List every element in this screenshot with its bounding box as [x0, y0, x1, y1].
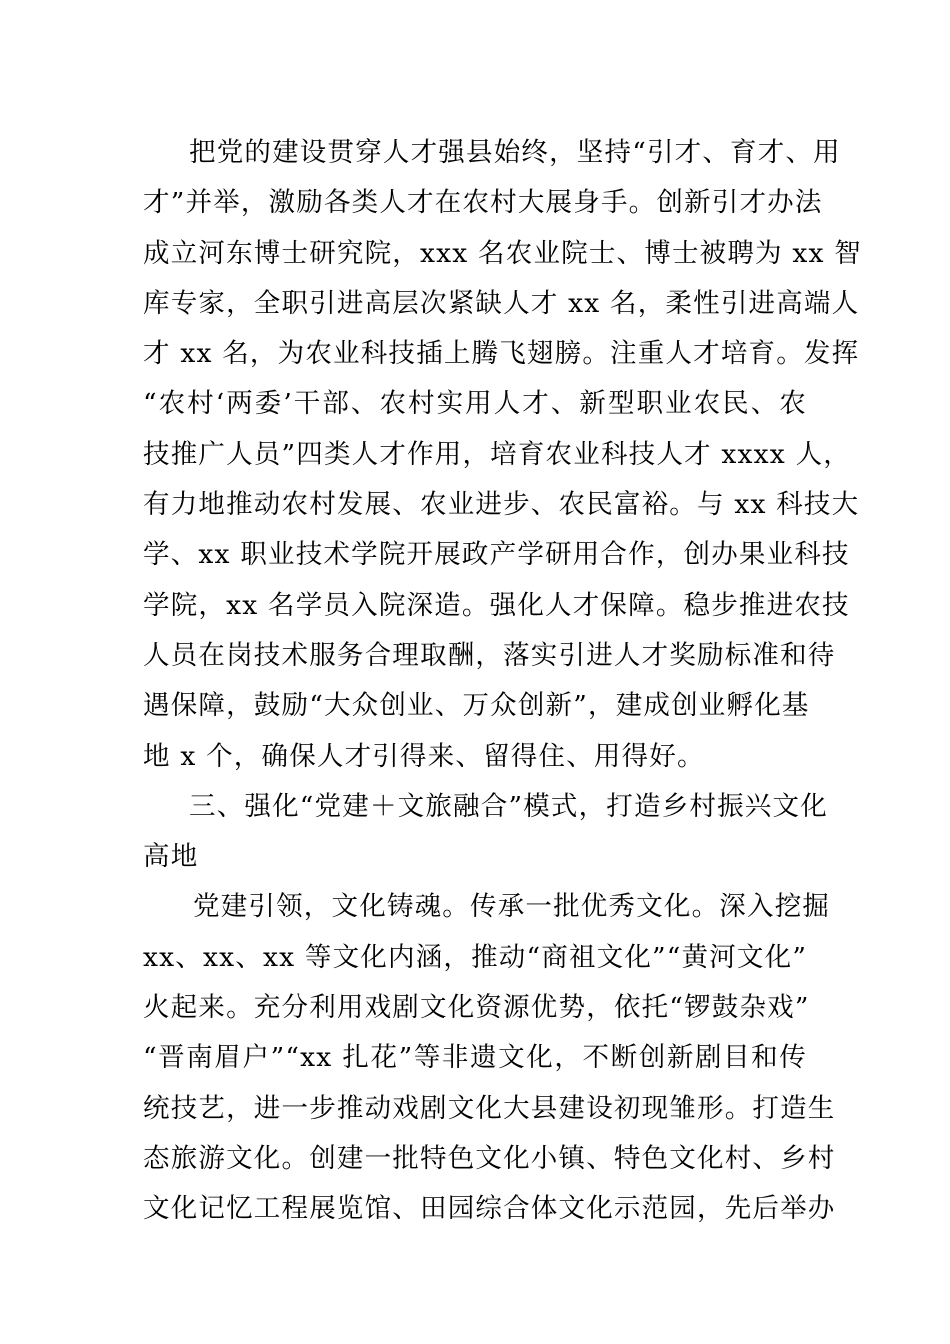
- paragraph-line: 统技艺，进一步推动戏剧文化大县建设初现雏形。打造生: [143, 1092, 836, 1124]
- paragraph-line: “晋南眉户”“xx 扎花”等非遗文化，不断创新剧目和传: [143, 1042, 807, 1074]
- paragraph-line: 态旅游文化。创建一批特色文化小镇、特色文化村、乡村: [143, 1142, 836, 1174]
- section-heading-3: [143, 782, 828, 883]
- document-body: [143, 128, 862, 1235]
- paragraph-line: 才 xx 名，为农业科技插上腾飞翅膀。注重人才培育。发挥: [143, 338, 860, 370]
- paragraph-line: 有力地推动农村发展、农业进步、农民富裕。与 xx 科技大: [143, 489, 860, 521]
- paragraph-line: 文化记忆工程展览馆、田园综合体文化示范园，先后举办: [143, 1193, 836, 1225]
- paragraph-line: 把党的建设贯穿人才强县始终，坚持“引才、育才、用: [189, 137, 841, 168]
- paragraph-talent: [143, 128, 862, 782]
- heading-line: 高地: [143, 841, 199, 873]
- paragraph-line: 学、xx 职业技术学院开展政产学研用合作，创办果业科技: [143, 539, 850, 571]
- paragraph-culture: [143, 882, 836, 1234]
- paragraph-line: 火起来。充分利用戏剧文化资源优势，依托“锣鼓杂戏”: [143, 992, 810, 1024]
- paragraph-line: 人员在岗技术服务合理取酬，落实引进人才奖励标准和待: [143, 639, 836, 671]
- paragraph-line: 党建引领，文化铸魂。传承一批优秀文化。深入挖掘: [193, 891, 831, 923]
- paragraph-line: 地 x 个，确保人才引得来、留得住、用得好。: [143, 740, 705, 772]
- paragraph-line: 遇保障，鼓励“大众创业、万众创新”，建成创业孵化基: [143, 690, 810, 722]
- paragraph-line: “农村‘两委’干部、农村实用人才、新型职业农民、农: [143, 388, 807, 420]
- paragraph-line: 学院，xx 名学员入院深造。强化人才保障。稳步推进农技: [143, 589, 850, 621]
- paragraph-line: xx、xx、xx 等文化内涵，推动“商祖文化”“黄河文化”: [143, 941, 808, 973]
- paragraph-line: 成立河东博士研究院，xxx 名农业院士、博士被聘为 xx 智: [143, 237, 862, 269]
- paragraph-line: 库专家，全职引进高层次紧缺人才 xx 名，柔性引进高端人: [143, 287, 860, 319]
- paragraph-line: 技推广人员”四类人才作用，培育农业科技人才 xxxx 人，: [143, 438, 851, 470]
- paragraph-line: 才”并举，激励各类人才在农村大展身手。创新引才办法: [143, 187, 823, 219]
- heading-line: 三、强化“党建＋文旅融合”模式，打造乡村振兴文化: [189, 790, 828, 822]
